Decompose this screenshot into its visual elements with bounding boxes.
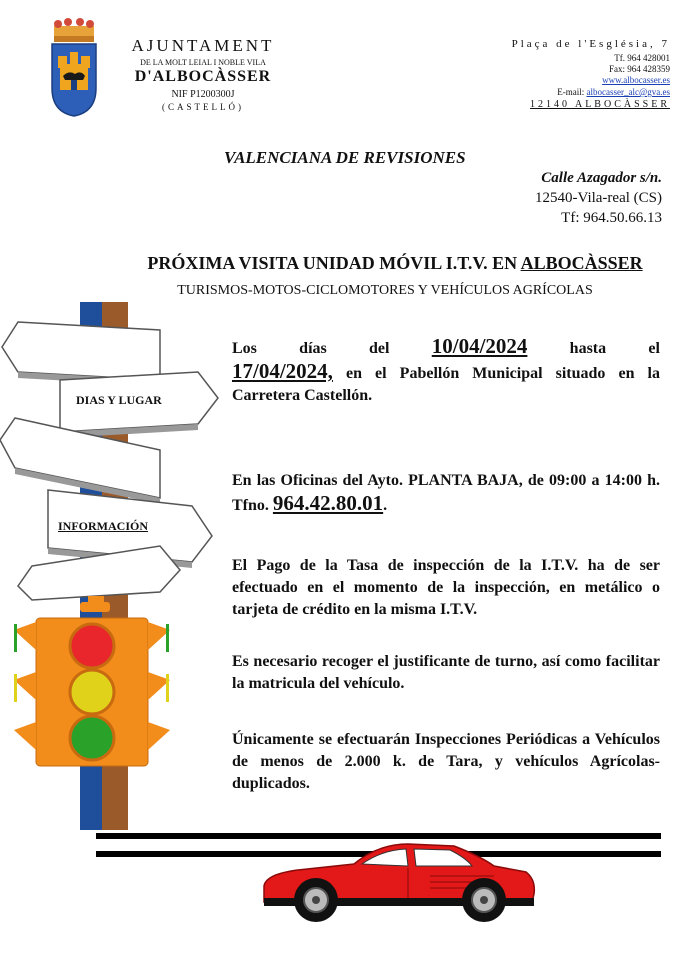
- address-fax: Fax: 964 428359: [608, 64, 670, 74]
- traffic-light-icon: [14, 596, 170, 766]
- page-title: [0, 253, 696, 274]
- p1-word: Los: [232, 340, 257, 357]
- paragraph-payment: El Pago de la Tasa de inspección de la I.T.V. ha de ser efectuado en el momento de la inspección, en metálico o tarjeta de crédito en la misma I.T.V.: [232, 557, 660, 618]
- paragraph-dates: [232, 335, 660, 407]
- p1-word: del: [369, 340, 390, 357]
- ajuntament-title: AJUNTAMENT: [131, 36, 275, 55]
- address-street: Plaça de l'Església, 7: [511, 38, 670, 50]
- signpost-icon: [0, 300, 230, 835]
- address-postal: 12140 ALBOCÀSSER: [530, 99, 670, 110]
- paragraph-requirements: Es necesario recoger el justificante de turno, así como facilitar la matricula del vehículo.: [232, 653, 660, 692]
- car-icon: [258, 836, 538, 926]
- email-link[interactable]: albocasser_alc@gva.es: [586, 87, 670, 97]
- paragraph-scope: Únicamente se efectuarán Inspecciones Periódicas a Vehículos de menos de 2.000 k. de Tara, y vehículos Agrícolas-duplicados.: [232, 731, 660, 792]
- p1-rest: en el Pabellón Municipal situado en la Carretera Castellón.: [232, 365, 660, 404]
- ajuntament-subtitle: DE LA MOLT LEIAL I NOBLE VILA: [140, 58, 266, 67]
- p1-word: días: [299, 340, 327, 357]
- page-subtitle: TURISMOS-MOTOS-CICLOMOTORES Y VEHÍCULOS AGRÍCOLAS: [177, 283, 593, 298]
- date-to: 17/04/2024,: [232, 359, 333, 383]
- website-link[interactable]: www.albocasser.es: [602, 75, 670, 85]
- email-label: E-mail:: [557, 87, 587, 97]
- recipient-name: VALENCIANA DE REVISIONES: [224, 148, 466, 167]
- p1-word: el: [648, 340, 660, 357]
- recipient-city: 12540-Vila-real (CS): [535, 190, 662, 206]
- p2-text: En las Oficinas del Ayto. PLANTA BAJA, de 09:00 a 14:00 h. Tfno.: [232, 472, 660, 514]
- recipient-tel: Tf: 964.50.66.13: [561, 210, 662, 226]
- title-place: ALBOCÀSSER: [520, 253, 643, 273]
- sign-label-info: INFORMACIÓN: [58, 519, 148, 533]
- crest-icon: [48, 18, 100, 118]
- nif-number: NIF P1200300J: [171, 89, 235, 100]
- date-from: 10/04/2024: [431, 334, 528, 358]
- title-prefix: PRÓXIMA VISITA UNIDAD MÓVIL I.T.V. EN: [147, 253, 521, 273]
- p1-word: hasta: [569, 340, 607, 357]
- sign-label-dias: DIAS Y LUGAR: [76, 393, 162, 407]
- p2-end: .: [383, 497, 388, 514]
- province-name: (CASTELLÓ): [162, 102, 244, 112]
- municipality-name: D'ALBOCÀSSER: [134, 68, 272, 85]
- info-phone: 964.42.80.01: [272, 491, 384, 515]
- recipient-street: Calle Azagador s/n.: [541, 170, 662, 186]
- paragraph-info: [232, 470, 660, 517]
- address-tel: Tf. 964 428001: [614, 53, 670, 63]
